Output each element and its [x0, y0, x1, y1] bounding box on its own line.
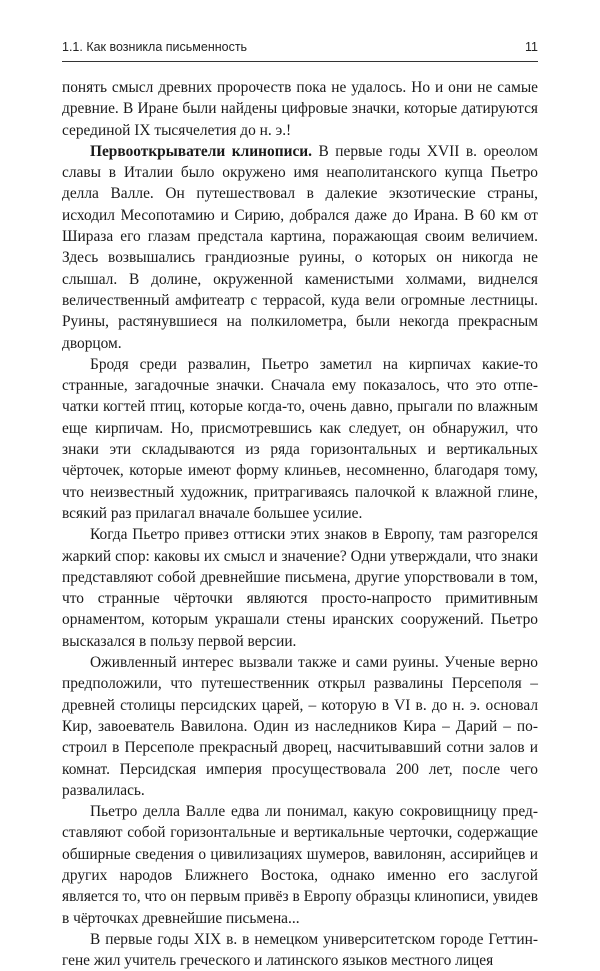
body-text [62, 77, 538, 971]
paragraph-text: Когда Пьетро привез оттиски этих знаков в Европу, там разгорелся жаркий спор: каковы их смысл и значение? Одни утверждали, что знаки представляют собой древнейшие письмена, другие упорствовали в том, что странные чёрточки являются просто-напросто примитивным орнаментом, которым украшали стены иранских сооружений. Пьетро высказался в пользу первой версии. [62, 526, 538, 650]
chapter-title: 1.1. Как возникла письменность [62, 40, 248, 54]
page-number: 11 [525, 40, 538, 54]
paragraph-7 [62, 929, 538, 971]
paragraph-1 [62, 77, 538, 141]
running-header [62, 38, 538, 58]
paragraph-2 [62, 141, 538, 354]
paragraph-heading: Первооткрыватели клинописи. [90, 142, 312, 160]
paragraph-4 [62, 524, 538, 652]
paragraph-6 [62, 801, 538, 929]
paragraph-5 [62, 652, 538, 801]
paragraph-text: Пьетро делла Валле едва ли понимал, какую сокровищницу представляют собой горизонтальные и вертикальные черточки, содержащие обширные сведения о цивилизациях шумеров, вавилонян, ассирийцев и других народов Ближнего Востока, однако именно его заслугой является то, что он первым привёз в Европу образцы клинописи, увидев в чёрточках древнейшие письмена... [62, 803, 538, 927]
paragraph-text: Бродя среди развалин, Пьетро заметил на кирпичах какие-то странные, загадочные значки. Сначала ему показалось, что это отпечатки когтей птиц, которые когда-то, очень давно, прыгали по влажным еще кирпичам. Но, присмотревшись как следует, он обнаружил, что знаки эти складываются из ряда горизонтальных и вертикальных чёрточек, которые имеют форму клиньев, несомненно, благодаря тому, что неизвестный художник, притрагиваясь палочкой к влажной глине, всякий раз прилагал вначале большее усилие. [62, 355, 538, 522]
paragraph-text: В первые годы XVII в. ореолом славы в Италии было окружено имя неаполитанского купца Пьетро делла Валле. Он путешествовал в далекие экзотические страны, исходил Месопотамию и Сирию, добрался даже до Ирана. В 60 км от Шираза его глазам предстала картина, поражающая своим величием. Здесь возвышались грандиозные руины, о которых он никогда не слышал. В долине, окруженной каменистыми холмами, виднелся величественный амфитеатр с террасой, куда вели огромные лестницы. Руины, растянувшиеся на полкилометра, были некогда прекрасным дворцом. [62, 142, 538, 352]
paragraph-text: Оживленный интерес вызвали также и сами руины. Ученые верно предположили, что путешественник открыл развалины Персеполя – древней столицы персидских царей, – которую в VI в. до н. э. основал Кир, завоеватель Вавилона. Один из наследников Кира – Дарий – построил в Персеполе прекрасный дворец, насчитывавший сотни залов и комнат. Персидская империя просуществовала 200 лет, после чего развалилась. [62, 654, 538, 799]
header-divider [62, 61, 538, 62]
paragraph-text: понять смысл древних пророчеств пока не удалось. Но и они не самые древние. В Иране были найдены цифровые значки, которые датируются серединой IX тысячелетия до н. э.! [62, 79, 538, 139]
paragraph-3 [62, 354, 538, 524]
paragraph-text: В первые годы XIX в. в немецком университетском городе Геттингене жил учитель греческого и латинского языков местного лицея [62, 930, 538, 970]
